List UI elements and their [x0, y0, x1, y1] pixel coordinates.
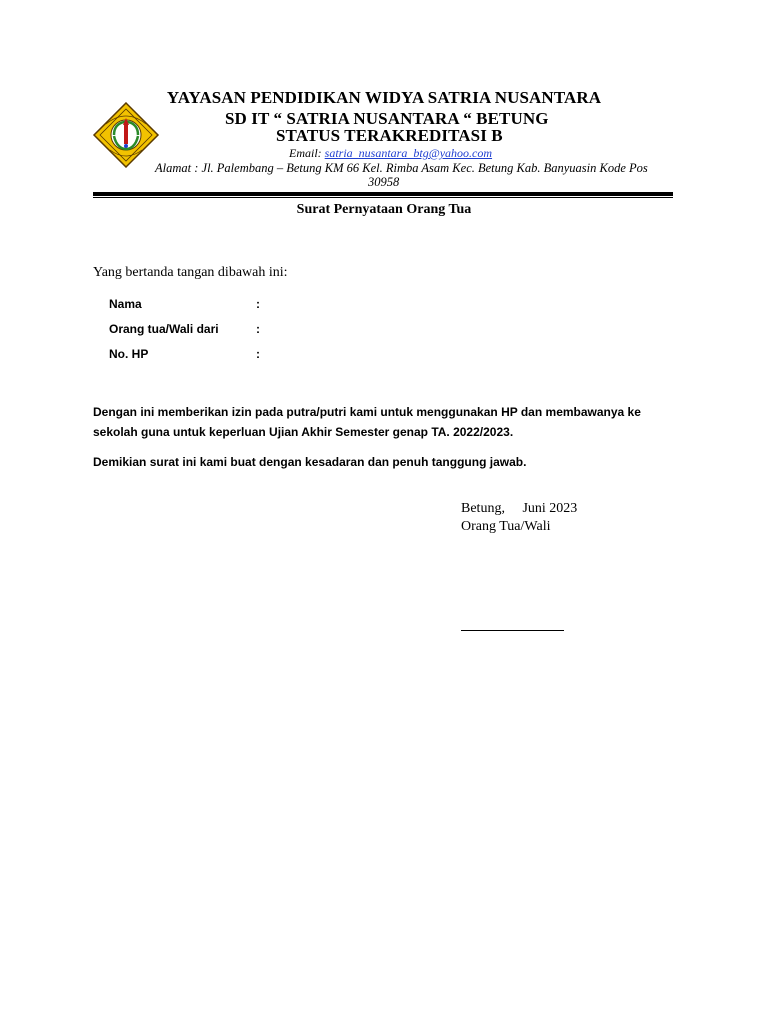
document-title: Surat Pernyataan Orang Tua — [296, 202, 472, 217]
field-label-wali: Orang tua/Wali dari — [109, 322, 219, 336]
field-label-hp: No. HP — [109, 347, 149, 361]
letterhead-foundation-name: YAYASAN PENDIDIKAN WIDYA SATRIA NUSANTARA — [166, 88, 602, 107]
signature-place-date: Betung, Juni 2023 — [461, 501, 578, 516]
permission-paragraph-line2: sekolah guna untuk keperluan Ujian Akhir Semester genap TA. 2022/2023. — [93, 425, 514, 439]
field-label-nama: Nama — [109, 297, 142, 311]
email-label: Email: — [289, 146, 322, 160]
letterhead-divider-thick — [93, 192, 673, 196]
school-emblem-icon — [92, 102, 160, 168]
field-separator: : — [256, 322, 260, 336]
signature-role: Orang Tua/Wali — [461, 519, 551, 534]
email-link[interactable]: satria_nusantara_btg@yahoo.com — [324, 146, 493, 160]
letterhead-school-name: SD IT “ SATRIA NUSANTARA “ BETUNG — [225, 109, 549, 128]
letterhead-address-line2: 30958 — [368, 175, 400, 189]
closing-paragraph: Demikian surat ini kami buat dengan kesadaran dan penuh tanggung jawab. — [93, 455, 527, 469]
signature-line — [461, 630, 564, 631]
permission-paragraph-line1: Dengan ini memberikan izin pada putra/putri kami untuk menggunakan HP dan membawanya ke — [93, 405, 641, 419]
letterhead-email-line — [289, 146, 492, 161]
field-separator: : — [256, 297, 260, 311]
letterhead-accreditation: STATUS TERAKREDITASI B — [276, 126, 503, 145]
field-separator: : — [256, 347, 260, 361]
letterhead-divider-thin — [93, 197, 673, 198]
intro-text: Yang bertanda tangan dibawah ini: — [93, 265, 288, 280]
letterhead-address-line1: Alamat : Jl. Palembang – Betung KM 66 Kel. Rimba Asam Kec. Betung Kab. Banyuasin Kode Pos — [155, 161, 648, 175]
